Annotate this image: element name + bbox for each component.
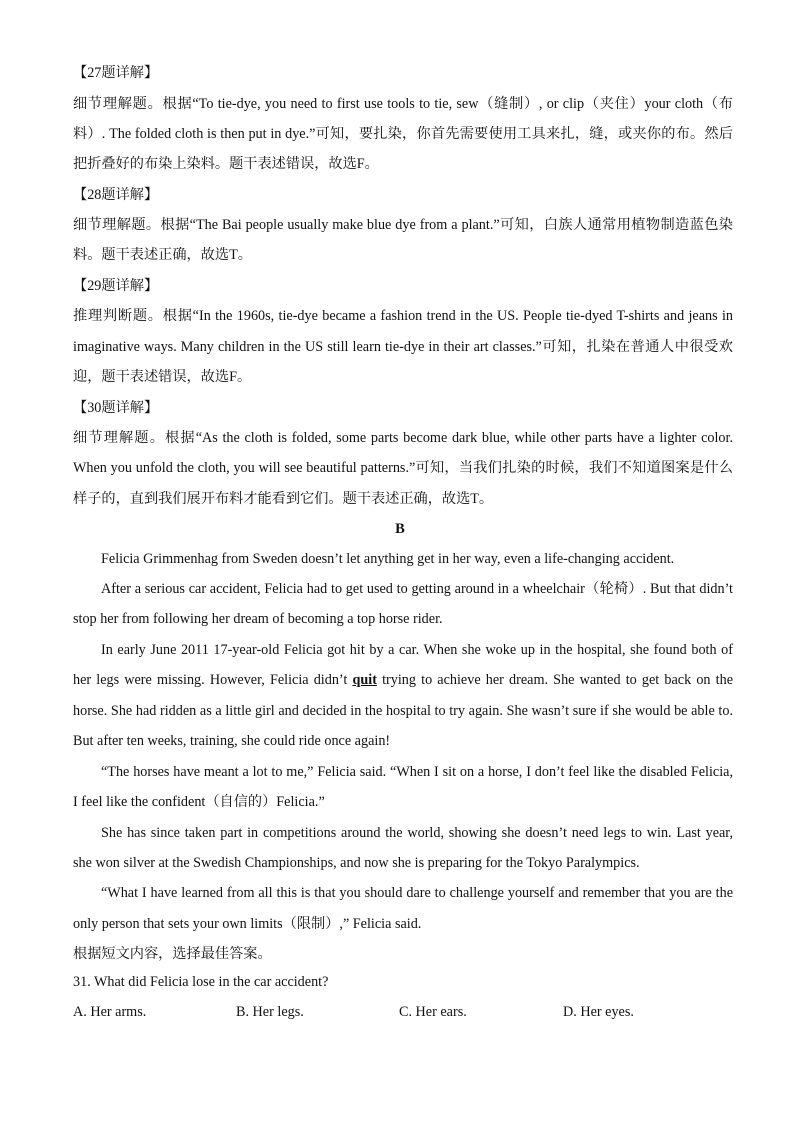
passage-p2-line-1: After a serious car accident, Felicia had to get used to getting around in a wheelchair（轮椅）. But that didn’t [101,581,733,597]
question-31: 31. What did Felicia lose in the car accident? [73,974,329,990]
passage-p1: Felicia Grimmenhag from Sweden doesn’t let anything get in her way, even a life-changing accident. [101,551,675,567]
option-b: B. Her legs. [236,1004,304,1020]
explanation-title-27: 【27题详解】 [73,65,159,81]
explanation-29-line-1: 推理判断题。根据“In the 1960s, tie-dye became a fashion trend in the US. People tie-dyed T-shirts and jeans in [73,308,733,324]
option-c: C. Her ears. [399,1004,467,1020]
explanation-29-line-3: 迎，题干表述错误，故选F。 [73,369,252,385]
passage-p2-line-2: stop her from following her dream of becoming a top horse rider. [73,611,443,627]
option-d: D. Her eyes. [563,1004,634,1020]
explanation-28-line-1: 细节理解题。根据“The Bai people usually make blue dye from a plant.”可知，白族人通常用植物制造蓝色染 [73,217,733,233]
explanation-30-line-2: When you unfold the cloth, you will see beautiful patterns.”可知，当我们扎染的时候，我们不知道图案是什么 [73,460,733,476]
passage-p5-line-1: She has since taken part in competitions around the world, showing she doesn’t need legs to win. Last year, [101,825,733,841]
explanation-30-line-1: 细节理解题。根据“As the cloth is folded, some parts become dark blue, while other parts have a lighter color. [73,430,733,446]
explanation-27-line-3: 把折叠好的布染上染料。题干表述错误，故选F。 [73,156,379,172]
explanation-title-28: 【28题详解】 [73,187,159,203]
passage-p3-line-1: In early June 2011 17-year-old Felicia got hit by a car. When she woke up in the hospital, she found both of [101,642,733,658]
section-heading: B [395,521,405,537]
passage-p4-line-1: “The horses have meant a lot to me,” Felicia said. “When I sit on a horse, I don’t feel like the disabled Felicia, [101,764,733,780]
explanation-title-29: 【29题详解】 [73,278,159,294]
explanation-27-line-2: 料）. The folded cloth is then put in dye.”可知，要扎染，你首先需要使用工具来扎，缝，或夹你的布。然后 [73,126,733,142]
passage-p3-line-4: But after ten weeks, training, she could ride once again! [73,733,391,749]
option-a: A. Her arms. [73,1004,147,1020]
passage-p5-line-2: she won silver at the Swedish Championships, and now she is preparing for the Tokyo Paralympics. [73,855,640,871]
passage-p6-line-1: “What I have learned from all this is that you should dare to challenge yourself and remember that you are the [101,885,733,901]
passage-p4-line-2: I feel like the confident（自信的）Felicia.” [73,794,325,810]
passage-p3-line-2-start: her legs were missing. However, Felicia didn’t [73,672,353,688]
passage-p3-line-3: horse. She had ridden as a little girl and decided in the hospital to try again. She wasn’t sure if she would be able to. [73,703,733,719]
passage-p6-line-2: only person that sets your own limits（限制）,” Felicia said. [73,916,422,932]
explanation-29-line-2: imaginative ways. Many children in the US still learn tie-dye in their art classes.”可知，扎染在普通人中很受欢 [73,339,733,355]
keyword-quit: quit [352,672,377,688]
passage-p3-line-2 [73,670,733,690]
passage-p3-line-2-end: trying to achieve her dream. She wanted to get back on the [376,672,733,688]
explanation-30-line-3: 样子的，直到我们展开布料才能看到它们。题干表述正确，故选T。 [73,491,494,507]
explanation-28-line-2: 料。题干表述正确，故选T。 [73,247,252,263]
explanation-27-line-1: 细节理解题。根据“To tie-dye, you need to first use tools to tie, sew（缝制）, or clip（夹住）your cloth（布 [73,96,733,112]
instruction-text: 根据短文内容，选择最佳答案。 [73,946,272,962]
explanation-title-30: 【30题详解】 [73,400,159,416]
